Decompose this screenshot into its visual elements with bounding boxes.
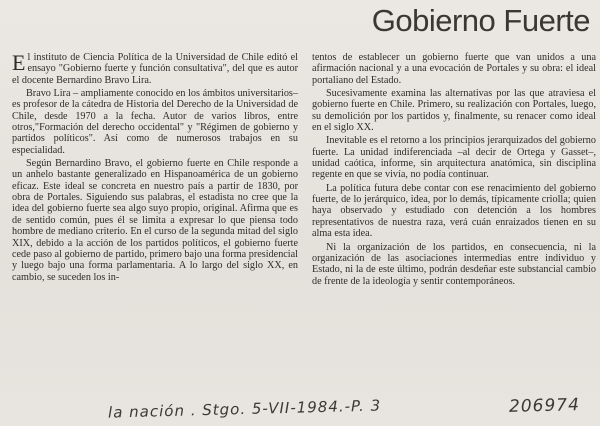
right-column	[312, 52, 596, 287]
right-paragraph-4: La política futura debe contar con ese renacimiento del gobierno fuerte, de lo jerárquico, idea, por lo demás, típicamente criolla; quien haya observado y estudiado con detención a los hombres representativos de nuestra raza, verá cuán enraizados tienen en su alma esta idea.	[312, 182, 596, 240]
right-paragraph-5: Ni la organización de los partidos, en consecuencia, ni la organización de las asociaciones intermedias entre individuo y Estado, ni la de este último, podrán desdeñar este substancial cambio de frente de la ideología y sentir contemporáneos.	[312, 241, 596, 287]
left-paragraph-1-text: l instituto de Ciencia Política de la Universidad de Chile editó el ensayo "Gobierno fuerte y función consultativa", del que es autor el docente Bernardino Bravo Lira.	[12, 52, 298, 86]
left-paragraph-1	[12, 52, 298, 86]
right-paragraph-2: Sucesivamente examina las alternativas por las que atraviesa el gobierno fuerte en Chile. Primero, su realización con Portales, luego, su demolición por los partidos y, finalmente, su renacer como ideal en el siglo XX.	[312, 88, 596, 134]
drop-cap: E	[12, 50, 26, 75]
left-paragraph-2: Bravo Lira – ampliamente conocido en los ámbitos universitarios– es profesor de la cátedra de Historia del Derecho de la Universidad de Chile, desde 1970 a la fecha. Autor de varios libros, entre otros,"Formación del derecho occidental" y "Régimen de gobierno y partidos políticos". Así como de numerosos trabajos en su especialidad.	[12, 88, 298, 156]
article-headline: Gobierno Fuerte	[371, 3, 590, 38]
left-paragraph-3: Según Bernardino Bravo, el gobierno fuerte en Chile responde a un anhelo bastante generalizado en Hispanoamérica de un gobierno eficaz. Este ideal se concreta en nuestro país a partir de 1830, por obra de Portales. Siguiendo sus palabras, el estadista no cree que la idea del gobierno fuerte sea algo suyo propio, original. Afirma que es de sentido común, pues él se limita a expresar lo que piensa todo hombre de mediano criterio. En el curso de la segunda mitad del siglo XIX, debido a la acción de los partidos políticos, el gobierno fuerte cede paso al gobierno de partido, primero bajo una forma presidencial y luego bajo una forma parlamentaria. A lo largo del siglo XX, en cambio, se suceden los in-	[12, 158, 298, 283]
right-paragraph-1: tentos de establecer un gobierno fuerte que van unidos a una afirmación nacional y a una evocación de Portales y su obra: el ideal portaliano del Estado.	[312, 52, 596, 86]
handwritten-source-note: la nación . Stgo. 5-VII-1984.-P. 3	[107, 396, 382, 422]
handwritten-catalog-number: 206974	[508, 395, 581, 417]
left-column	[12, 52, 298, 283]
right-paragraph-3: Inevitable es el retorno a los principios jerarquizados del gobierno fuerte. La unidad indiferenciada –al decir de Ortega y Gasset–, unidad caótica, informe, sin arquitectura anatómica, sin disciplina regente en que se vivía, no podía continuar.	[312, 135, 596, 181]
